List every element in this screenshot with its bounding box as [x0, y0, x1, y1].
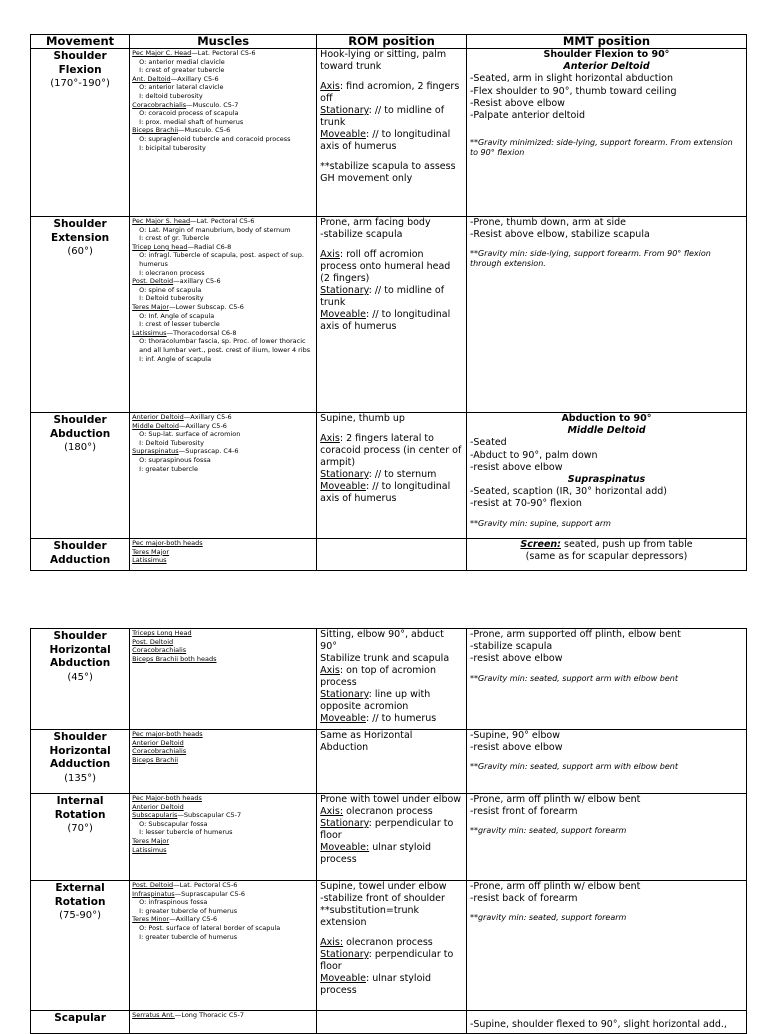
- spacer: [470, 241, 743, 249]
- mmt-text: -Palpate anterior deltoid: [469, 110, 586, 122]
- muscle-line: [132, 638, 314, 647]
- mmt-cell: [466, 730, 746, 794]
- header-rom: ROM position: [317, 35, 467, 49]
- muscles-cell: [130, 794, 317, 881]
- mmt-text: -resist front of forearm: [469, 806, 578, 818]
- muscle-term: Coracobrachialis: [132, 100, 187, 109]
- mmt-text: -resist above elbow: [469, 742, 563, 754]
- table-row: [31, 629, 747, 730]
- muscle-line: [132, 413, 314, 422]
- mmt-text: -stabilize scapula: [469, 641, 553, 653]
- gravity-note: **Gravity min: seated, support arm with elbow bent: [469, 762, 678, 772]
- screen-label: Screen:: [520, 539, 561, 550]
- muscle-line: [132, 747, 314, 756]
- rom-line: [320, 713, 463, 725]
- muscle-line: [132, 329, 314, 338]
- gravity-note: **gravity min: seated, support forearm: [469, 913, 627, 923]
- muscle-line: [132, 803, 314, 812]
- rom-text: -stabilize front of shoulder: [320, 893, 445, 904]
- muscle-line: [132, 101, 314, 110]
- movement-range: (60°): [67, 246, 93, 257]
- muscles-cell: [130, 730, 317, 794]
- rom-cell: [317, 730, 467, 794]
- muscle-term: Anterior Deltoid: [132, 738, 184, 747]
- muscle-line: [132, 447, 314, 456]
- muscle-heading: Anterior Deltoid: [563, 61, 650, 73]
- muscle-detail: —Musculo. C5-7: [186, 100, 239, 109]
- mmt-text: -Flex shoulder to 90°, thumb toward ceiling: [469, 85, 677, 97]
- rom-line: [320, 665, 463, 689]
- rom-detail: : // to longitudinal axis of humerus: [320, 129, 451, 152]
- rom-cell: [317, 413, 467, 539]
- gravity-note: **Gravity min: seated, support arm with elbow bent: [469, 673, 678, 683]
- spacer: [470, 754, 743, 762]
- rom-cell: [317, 1011, 467, 1034]
- rom-term: Stationary: [320, 285, 369, 296]
- muscle-attachment: I: crest of greater tubercle: [139, 66, 225, 75]
- muscle-detail: —Lat. Pectoral C5-6: [173, 881, 238, 889]
- header-muscles: Muscles: [130, 35, 317, 49]
- table-row: [31, 217, 747, 413]
- rom-term: Moveable: [320, 713, 366, 724]
- muscle-line: [132, 890, 314, 899]
- rom-line: [320, 973, 463, 997]
- movement-cell: [31, 881, 130, 1011]
- rom-line: [320, 285, 463, 309]
- muscle-term: Triceps Long Head: [132, 629, 192, 637]
- rom-term: Axis: [320, 81, 340, 92]
- muscle-attachment: O: infraspinous fossa: [139, 898, 208, 907]
- muscle-term: Biceps Brachii: [132, 755, 179, 764]
- rom-detail: ulnar styloid process: [320, 842, 432, 865]
- rom-term: Stationary: [320, 469, 369, 480]
- muscle-term: Post. Deltoid: [132, 881, 174, 889]
- header-movement: Movement: [31, 35, 130, 49]
- mmt-text: -Abduct to 90°, palm down: [469, 449, 598, 461]
- table-row: [31, 881, 747, 1011]
- mmt-cell: [466, 1011, 746, 1034]
- rom-detail: : // to sternum: [368, 469, 437, 480]
- muscles-cell: [130, 217, 317, 413]
- muscle-line: [132, 126, 314, 135]
- rom-term: Axis:: [320, 937, 344, 948]
- spacer: [470, 905, 743, 913]
- muscles-cell: [130, 629, 317, 730]
- muscle-term: Teres Major: [132, 302, 170, 311]
- muscle-attachment: O: infragl. Tubercle of scapula, post. aspect of sup. humerus: [139, 251, 304, 268]
- movement-range: (170°-190°): [50, 78, 110, 89]
- rom-detail: : perpendicular to floor: [320, 949, 454, 972]
- rom-cell: [317, 217, 467, 413]
- mmt-text: -resist above elbow: [469, 653, 563, 665]
- muscle-attachment: O: Sup-lat. surface of acromion: [139, 430, 241, 439]
- muscle-term: Infraspinatus: [132, 889, 175, 898]
- muscle-detail: —Long Thoracic C5-7: [174, 1011, 245, 1019]
- muscle-line: [132, 739, 314, 748]
- muscle-term: Biceps Brachii both heads: [132, 654, 217, 663]
- muscle-line: [132, 629, 314, 638]
- muscle-attachment: I: lesser tubercle of humerus: [139, 828, 233, 837]
- gravity-note: **Gravity minimized: side-lying, support forearm. From extension to 90° flexion: [469, 138, 733, 158]
- muscles-cell: [130, 49, 317, 217]
- rom-text: Same as Horizontal Abduction: [320, 730, 413, 753]
- table-row: [31, 539, 747, 571]
- rom-term: Axis: [320, 665, 340, 676]
- rom-cell: [317, 539, 467, 571]
- rom-mmt-table-2: [30, 628, 747, 1034]
- table-row: [31, 49, 747, 217]
- movement-name: Shoulder Horizontal Adduction: [49, 731, 111, 770]
- rom-text: Sitting, elbow 90°, abduct 90°: [320, 629, 444, 652]
- rom-text: Supine, thumb up: [320, 413, 405, 424]
- spacer: [320, 153, 463, 161]
- muscle-term: Pec Major S. head: [132, 217, 191, 225]
- spacer: [470, 511, 743, 519]
- muscle-attachment: O: coracoid process of scapula: [139, 109, 239, 118]
- rom-detail: : roll off acromion process onto humeral head (2 fingers): [320, 249, 451, 284]
- muscle-term: Biceps Brachii: [132, 126, 179, 135]
- muscle-term: Pec Major C. Head: [132, 49, 192, 57]
- muscle-attachment: O: Subscapular fossa: [139, 819, 208, 828]
- gravity-note: **Gravity min: supine, support arm: [469, 518, 611, 528]
- rom-detail: : // to longitudinal axis of humerus: [320, 481, 451, 504]
- rom-cell: [317, 629, 467, 730]
- rom-detail: : // to humerus: [365, 713, 437, 724]
- muscle-attachment: I: inf. Angle of scapula: [139, 354, 212, 363]
- muscle-line: [132, 646, 314, 655]
- muscle-term: Pec Major-both heads: [132, 794, 202, 802]
- spacer: [320, 425, 463, 433]
- rom-detail: olecranon process: [343, 806, 433, 817]
- rom-line: [320, 81, 463, 105]
- muscle-attachment: I: crest of lesser tubercle: [139, 320, 220, 329]
- rom-line: [320, 689, 463, 713]
- mmt-cell: [466, 794, 746, 881]
- muscle-attachment: O: supraglenoid tubercle and coracoid process: [139, 134, 291, 143]
- mmt-text: -Prone, arm supported off plinth, elbow bent: [469, 629, 681, 640]
- rom-term: Moveable: [320, 129, 366, 140]
- rom-detail: olecranon process: [343, 937, 433, 948]
- rom-term: Axis:: [320, 806, 344, 817]
- muscle-line: [132, 539, 314, 548]
- muscle-detail: —Suprascap. C4-6: [178, 447, 239, 456]
- muscles-cell: [130, 1011, 317, 1034]
- rom-cell: [317, 49, 467, 217]
- muscle-term: Teres Major: [132, 547, 170, 556]
- muscle-attachment: O: Post. surface of lateral border of scapula: [139, 923, 281, 932]
- muscle-detail: —Axillary C5-6: [169, 915, 218, 924]
- movement-name: Shoulder Abduction: [50, 414, 111, 440]
- muscle-term: Anterior Deltoid: [132, 802, 184, 811]
- muscle-attachment: I: olecranon process: [139, 268, 205, 277]
- test-heading: Shoulder Flexion to 90°: [543, 49, 670, 60]
- mmt-text: -Seated, scaption (IR, 30° horizontal add): [469, 486, 667, 498]
- muscle-line: [132, 49, 314, 58]
- rom-detail: : 2 fingers lateral to coracoid process (in center of armpit): [320, 433, 462, 468]
- muscle-detail: —Suprascapular C5-6: [174, 889, 246, 898]
- muscle-heading: Middle Deltoid: [567, 425, 646, 437]
- rom-text: Supine, towel under elbow: [320, 881, 447, 892]
- muscle-term: Latissimus: [132, 556, 167, 565]
- movement-range: (75-90°): [59, 910, 102, 921]
- table-row: [31, 413, 747, 539]
- header-row: [31, 35, 747, 49]
- movement-range: (70°): [67, 823, 93, 834]
- muscle-line: [132, 556, 314, 565]
- muscle-attachment: O: Inf. Angle of scapula: [139, 311, 215, 320]
- muscle-term: Teres Minor: [132, 915, 170, 924]
- rom-term: Moveable: [320, 973, 366, 984]
- rom-detail: : // to midline of trunk: [320, 285, 445, 308]
- rom-detail: : // to longitudinal axis of humerus: [320, 309, 451, 332]
- muscle-detail: —Lower Subscap. C5-6: [169, 302, 244, 311]
- muscle-term: Pec major-both heads: [132, 730, 203, 738]
- muscle-attachment: I: Deltoid tuberosity: [139, 294, 204, 303]
- muscles-cell: [130, 881, 317, 1011]
- muscle-detail: —Subscapular C5-7: [177, 811, 242, 820]
- muscle-term: Tricep Long head: [132, 242, 188, 251]
- movement-range: (45°): [67, 671, 93, 683]
- gravity-note: **Gravity min: side-lying, support forearm. From 90° flexion through extension.: [469, 249, 711, 269]
- muscle-attachment: O: thoracolumbar fascia, sp. Proc. of lower thoracic and all lumbar vert., post. crest of ilium, lower 4 ribs: [139, 337, 311, 354]
- movement-name: Shoulder Flexion: [53, 50, 107, 76]
- muscle-term: Pec major-both heads: [132, 539, 203, 547]
- spacer: [470, 1011, 743, 1019]
- rom-line: [320, 249, 463, 285]
- muscle-detail: —Axillary C5-6: [170, 74, 219, 83]
- rom-mmt-table-1: [30, 34, 747, 571]
- rom-term: Moveable:: [320, 842, 370, 853]
- muscle-term: Post. Deltoid: [132, 277, 174, 286]
- muscle-term: Latissimus: [132, 845, 167, 854]
- muscle-line: [132, 730, 314, 739]
- muscle-detail: —axillary C5-6: [173, 277, 221, 286]
- rom-term: Stationary: [320, 949, 369, 960]
- muscle-attachment: I: crest of gr. Tubercle: [139, 234, 210, 243]
- muscle-term: Ant. Deltoid: [132, 74, 171, 83]
- spacer: [320, 241, 463, 249]
- muscle-attachment: I: deltoid tuberosity: [139, 91, 203, 100]
- rom-detail: : ulnar styloid process: [320, 973, 432, 996]
- rom-line: [320, 469, 463, 481]
- mmt-text: -Resist above elbow, stabilize scapula: [469, 229, 650, 241]
- mmt-cell: [466, 881, 746, 1011]
- rom-detail: : perpendicular to floor: [320, 818, 454, 841]
- movement-cell: [31, 413, 130, 539]
- muscle-line: [132, 837, 314, 846]
- movement-name: External Rotation: [54, 882, 106, 908]
- muscle-term: Coracobrachialis: [132, 646, 187, 655]
- mmt-cell: [466, 217, 746, 413]
- muscle-line: [132, 1011, 314, 1020]
- spacer: [470, 130, 743, 138]
- mmt-text: -Prone, thumb down, arm at side: [469, 217, 626, 228]
- muscle-term: Teres Major: [132, 836, 170, 845]
- muscle-attachment: I: greater tubercle of humerus: [139, 932, 238, 941]
- movement-name: Shoulder Adduction: [50, 540, 111, 566]
- table-row: [31, 1011, 747, 1034]
- rom-text: Stabilize trunk and scapula: [320, 653, 450, 664]
- muscle-term: Serratus Ant.: [132, 1011, 175, 1019]
- muscle-term: Coracobrachialis: [132, 747, 187, 756]
- muscle-attachment: O: supraspinous fossa: [139, 455, 211, 464]
- mmt-cell: [466, 413, 746, 539]
- movement-cell: [31, 629, 130, 730]
- movement-range: (180°): [64, 442, 97, 453]
- muscle-line: [132, 243, 314, 252]
- mmt-text: -resist at 70-90° flexion: [469, 498, 582, 510]
- muscle-line: [132, 794, 314, 803]
- rom-detail: : // to midline of trunk: [320, 105, 445, 128]
- rom-term: Axis: [320, 249, 340, 260]
- movement-cell: [31, 730, 130, 794]
- rom-term: Stationary: [320, 105, 369, 116]
- rom-line: [320, 949, 463, 973]
- muscle-line: [132, 881, 314, 890]
- muscle-attachment: I: Deltoid Tuberosity: [139, 438, 205, 447]
- mmt-cell: [466, 539, 746, 571]
- muscle-line: [132, 915, 314, 924]
- muscle-line: [132, 75, 314, 84]
- movement-range: (135°): [64, 772, 97, 784]
- spacer: [470, 818, 743, 826]
- rom-line: [320, 481, 463, 505]
- movement-cell: [31, 49, 130, 217]
- rom-term: Stationary: [320, 689, 369, 700]
- muscle-line: [132, 303, 314, 312]
- muscle-line: [132, 217, 314, 226]
- muscle-term: Latissimus: [132, 328, 167, 337]
- rom-line: [320, 937, 463, 949]
- rom-term: Axis: [320, 433, 340, 444]
- muscle-line: [132, 811, 314, 820]
- muscle-line: [132, 655, 314, 664]
- mmt-text: -Seated, arm in slight horizontal abduction: [469, 73, 673, 85]
- screen-text: seated, push up from table: [564, 539, 693, 550]
- muscle-detail: —Axillary C5-6: [183, 413, 232, 421]
- muscle-attachment: I: greater tubercle of humerus: [139, 906, 238, 915]
- mmt-text: -Resist above elbow: [469, 97, 565, 109]
- spacer: [320, 929, 463, 937]
- mmt-cell: [466, 629, 746, 730]
- rom-term: Moveable: [320, 481, 366, 492]
- rom-line: [320, 309, 463, 333]
- muscle-detail: —Lat. Pectoral C5-6: [190, 217, 255, 225]
- spacer: [320, 73, 463, 81]
- muscle-detail: —Radial C6-8: [187, 242, 232, 251]
- muscle-heading: Supraspinatus: [567, 474, 646, 486]
- rom-term: Stationary: [320, 818, 369, 829]
- spacer: [470, 666, 743, 674]
- mmt-text: -resist above elbow: [469, 461, 563, 473]
- muscles-cell: [130, 413, 317, 539]
- muscle-detail: —Thoracodorsal C6-8: [166, 328, 237, 337]
- mmt-text: -resist back of forearm: [469, 893, 578, 905]
- muscles-cell: [130, 539, 317, 571]
- rom-line: [320, 433, 463, 469]
- rom-line: [320, 818, 463, 842]
- rom-text: Prone with towel under elbow: [320, 794, 462, 805]
- movement-cell: [31, 794, 130, 881]
- table-row: [31, 794, 747, 881]
- rom-cell: [317, 794, 467, 881]
- movement-cell: [31, 1011, 130, 1034]
- movement-name: Shoulder Extension: [51, 218, 110, 244]
- muscle-term: Anterior Deltoid: [132, 413, 184, 421]
- rom-line: [320, 129, 463, 153]
- gravity-note: **gravity min: seated, support forearm: [469, 826, 627, 836]
- muscle-attachment: I: bicipital tuberosity: [139, 143, 206, 152]
- mmt-cell: [466, 49, 746, 217]
- movement-cell: [31, 539, 130, 571]
- muscle-attachment: O: anterior lateral clavicle: [139, 83, 224, 92]
- muscle-line: [132, 756, 314, 765]
- muscle-term: Post. Deltoid: [132, 637, 174, 646]
- rom-text: Hook-lying or sitting, palm toward trunk: [320, 49, 447, 72]
- rom-line: [320, 105, 463, 129]
- mmt-text: -Supine, 90° elbow: [469, 730, 560, 741]
- muscle-line: [132, 846, 314, 855]
- movement-name: Shoulder Horizontal Abduction: [49, 630, 111, 669]
- muscle-detail: —Musculo. C5-6: [178, 126, 231, 135]
- mmt-text: -Prone, arm off plinth w/ elbow bent: [469, 881, 641, 892]
- rom-text: **stabilize scapula to assess GH movement only: [320, 161, 456, 184]
- mmt-text: -Seated: [469, 437, 507, 449]
- muscle-term: Supraspinatus: [132, 447, 179, 456]
- muscle-attachment: O: spine of scapula: [139, 285, 202, 294]
- muscle-attachment: O: Lat. Margin of manubrium, body of sternum: [139, 225, 291, 234]
- screen-note: (same as for scapular depressors): [525, 551, 688, 563]
- rom-detail: : on top of acromion process: [320, 665, 437, 688]
- movement-name: Scapular: [54, 1012, 106, 1024]
- rom-cell: [317, 881, 467, 1011]
- mmt-text: -Supine, shoulder flexed to 90°, slight horizontal add.,: [469, 1019, 727, 1030]
- rom-text: -stabilize scapula: [320, 229, 403, 240]
- rom-line: [320, 842, 463, 866]
- rom-text: **substitution=trunk extension: [320, 905, 420, 928]
- rom-term: Moveable: [320, 309, 366, 320]
- muscle-term: Subscapularis: [132, 811, 178, 820]
- header-mmt: MMT position: [466, 35, 746, 49]
- rom-text: Prone, arm facing body: [320, 217, 431, 228]
- screen-line: [470, 539, 743, 551]
- muscle-line: [132, 548, 314, 557]
- muscle-line: [132, 422, 314, 431]
- movement-cell: [31, 217, 130, 413]
- muscle-term: Middle Deltoid: [132, 421, 179, 430]
- table-row: [31, 730, 747, 794]
- muscle-line: [132, 277, 314, 286]
- rom-detail: : find acromion, 2 fingers off: [320, 81, 460, 104]
- rom-line: [320, 806, 463, 818]
- muscle-attachment: I: greater tubercle: [139, 464, 198, 473]
- muscle-detail: —Axillary C5-6: [178, 421, 227, 430]
- test-heading: Abduction to 90°: [561, 413, 652, 424]
- spacer: [470, 122, 743, 130]
- muscle-attachment: I: prox. medial shaft of humerus: [139, 117, 244, 126]
- muscle-attachment: O: anterior medial clavicle: [139, 57, 225, 66]
- muscle-detail: —Lat. Pectoral C5-6: [191, 49, 256, 57]
- movement-name: Internal Rotation: [54, 795, 106, 821]
- rom-detail: : line up with opposite acromion: [320, 689, 431, 712]
- mmt-text: -Prone, arm off plinth w/ elbow bent: [469, 794, 641, 805]
